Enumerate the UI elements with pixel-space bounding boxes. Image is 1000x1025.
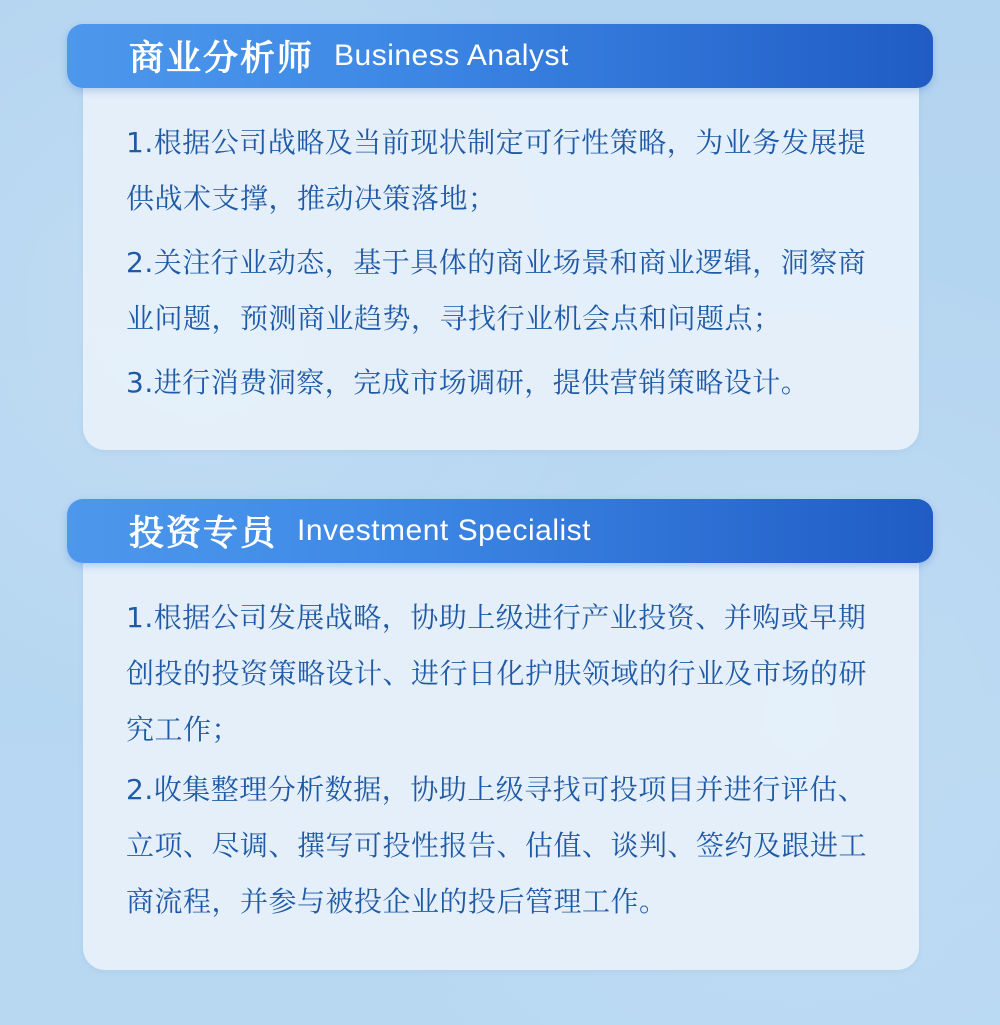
duty-item-2: 2.关注行业动态，基于具体的商业场景和商业逻辑，洞察商业问题，预测商业趋势，寻找行业机会点和问题点； xyxy=(126,246,867,335)
investment-specialist-title-bar xyxy=(67,499,933,563)
section-title-cn: 商业分析师 xyxy=(129,39,315,79)
duty-item-1: 1.根据公司发展战略，协助上级进行产业投资、并购或早期创投的投资策略设计、进行日化护肤领域的行业及市场的研究工作； xyxy=(126,601,868,746)
duty-item-1: 1.根据公司战略及当前现状制定可行性策略，为业务发展提供战术支撑，推动决策落地； xyxy=(126,126,867,215)
section-title-cn: 投资专员 xyxy=(129,514,278,554)
duty-item-2: 2.收集整理分析数据，协助上级寻找可投项目并进行评估、立项、尽调、撰写可投性报告、估值、谈判、签约及跟进工商流程，并参与被投企业的投后管理工作。 xyxy=(126,773,868,918)
duty-item-3: 3.进行消费洞察，完成市场调研，提供营销策略设计。 xyxy=(126,366,810,399)
section-title-en: Business Analyst xyxy=(334,39,569,72)
business-analyst-title-bar xyxy=(67,24,933,88)
section-title-en: Investment Specialist xyxy=(297,514,591,547)
